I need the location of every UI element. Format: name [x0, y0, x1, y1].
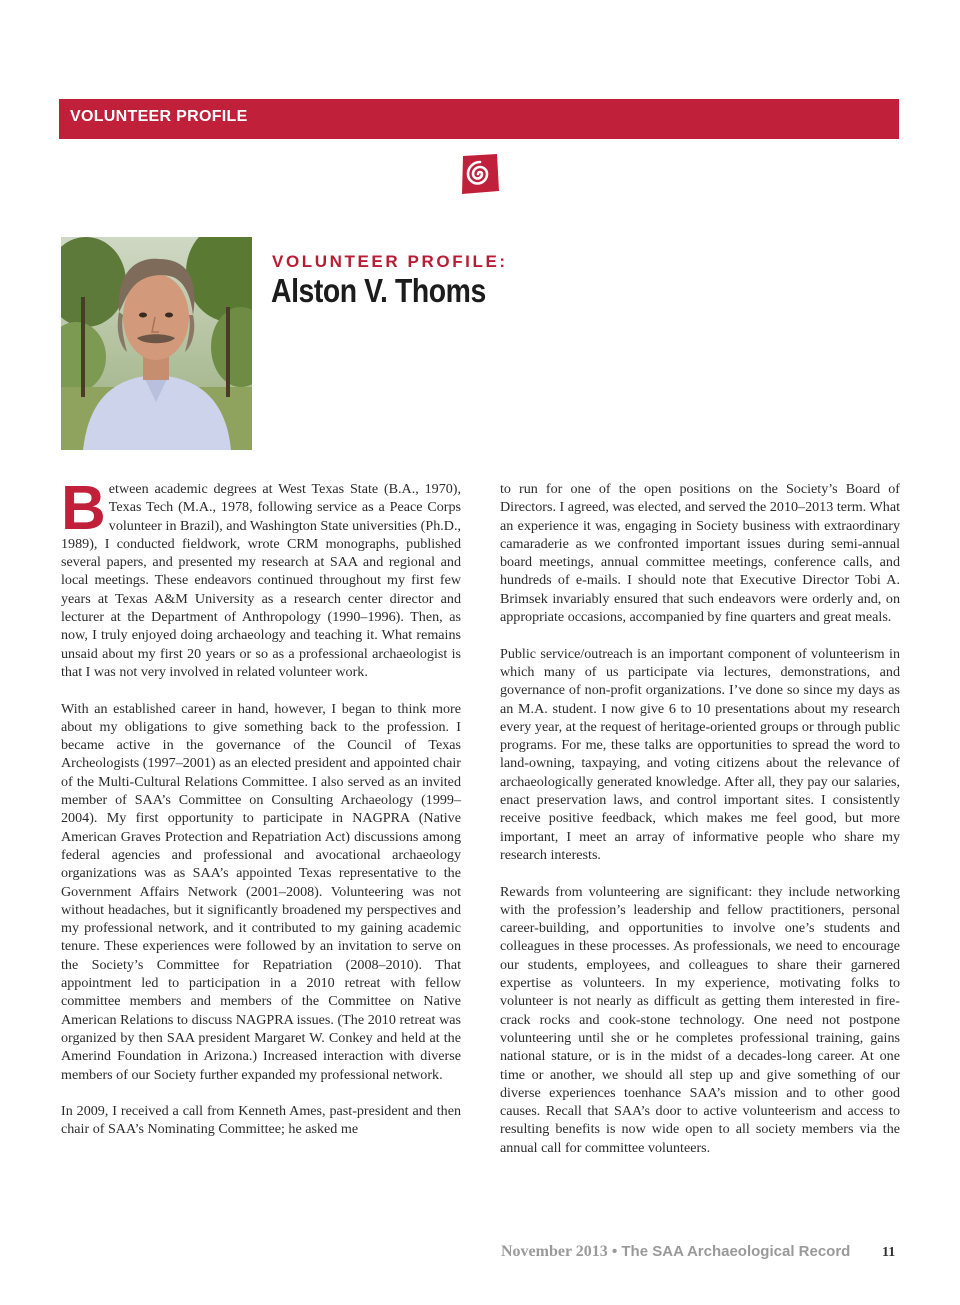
article-column-right [500, 480, 900, 1175]
portrait-photo [61, 237, 252, 450]
footer-separator: • [607, 1243, 622, 1260]
section-banner [59, 99, 899, 139]
article-paragraph: Public service/outreach is an important component of volunteerism in which many of us participate via lectures, demonstrations, and governance of non-profit organizations. I’ve done so since my days as an M.A. student. I now give 6 to 10 presentations about my research every year, at the request of heritage-oriented groups or through public programs. For me, these talks are opportunities to spread the word to land-owning, taxpaying, and voting citizens about the relevance of archaeologically generated knowledge. After all, they pay our salaries, enact preservation laws, and control important sites. I consistently receive positive feedback, which makes me feel good, but more important, I meet an array of informative people who share my research interests. [500, 645, 900, 863]
article-column-left [61, 474, 461, 1157]
footer-date: November 2013 [501, 1243, 608, 1260]
article-paragraph: In 2009, I received a call from Kenneth Ames, past-president and then chair of SAA’s Nominating Committee; he asked me [61, 1103, 461, 1138]
article-paragraph: Rewards from volunteering are significant: they include networking with the profession’s leadership and fellow practitioners, personal career-building, and opportunities to involve one’s students and colleagues in these processes. As professionals, we need to encourage our students, employees, and colleagues to share their garnered expertise as volunteers. In my experience, motivating folks to volunteer is not nearly as difficult as getting them interested in fire-crack rocks and cook-stone technology. One need not postpone volunteering until she or he completes professional training, gains national stature, or is in the midst of a decades-long career. At one time or another, we should all step up and give something of our diverse experiences toenhance SAA’s mission and to other good causes. Recall that SAA’s door to active volunteerism and access to resulting benefits is now wide open to all society members via the annual call for committee volunteers. [500, 883, 900, 1156]
page-number: 11 [882, 1245, 896, 1260]
article-paragraph: With an established career in hand, however, I began to think more about my obligations to give something back to the profession. I became active in the governance of the Council of Texas Archeologists (1997–2001) as an elected president and appointed chair of the Multi-Cultural Relations Committee. I also served as an invited member of SAA’s Committee on Consulting Archaeology (1999–2004). My first opportunity to participate in NAGPRA (Native American Graves Protection and Repatriation Act) discussions among federal agencies and professional and avocational archaeology organizations was as SAA’s appointed Texas representative to the Government Affairs Network (2001–2008). Volunteering was not without headaches, but it significantly broadened my perspectives and my professional network, and it contributed to my gaining academic tenure. These experiences were followed by an invitation to serve on the Society’s Committee for Repatriation (2008–2010). That appointment led to participation in a 2010 retreat with fellow committee members and members of the Committee on Native American Relations to discuss NAGPRA issues. (The 2010 retreat was organized by then SAA president Margaret W. Conkey and held at the Amerind Foundation in Arizona.) Increased interaction with diverse members of our Society further expanded my professional network. [61, 700, 461, 1083]
article-paragraph: to run for one of the open positions on the Society’s Board of Directors. I agreed, was elected, and served the 2010–2013 term. What an experience it was, engaging in Society business with extraordinary camaraderie as we confronted important issues during semi-annual board meetings, annual committee meetings, conference calls, and hundreds of e-mails. I should note that Executive Director Tobi A. Brimsek invariably ensured that such endeavors were orderly and, on appropriate occasions, accompanied by fine quarters and great meals. [500, 481, 900, 626]
article-paragraph-text: etween academic degrees at West Texas State (B.A., 1970), Texas Tech (M.A., 1978, following service as a Peace Corps volunteer in Brazil), and Washington State universities (Ph.D., 1989), I conducted fieldwork, wrote CRM monographs, published several papers, and presented my research at SAA and regional and local meetings. These endeavors continued throughout my first few years at Texas A&M University as a research center director and lecturer at the Department of Anthropology (1990–1996). Then, as now, I truly enjoyed doing archaeology and teaching it. What remains unsaid about my first 20 years or so as a professional archaeologist is that I was not very involved in related volunteer work. [61, 481, 461, 680]
profile-name: Alston V. Thoms [271, 272, 486, 309]
section-banner-label: VOLUNTEER PROFILE [70, 108, 248, 125]
drop-cap: B [61, 474, 106, 543]
article-paragraph [61, 474, 461, 681]
profile-kicker: VOLUNTEER PROFILE: [272, 252, 508, 271]
footer-publication: The SAA Archaeological Record [621, 1243, 851, 1260]
page-footer [501, 1243, 850, 1261]
saa-spiral-logo-icon [460, 153, 500, 195]
